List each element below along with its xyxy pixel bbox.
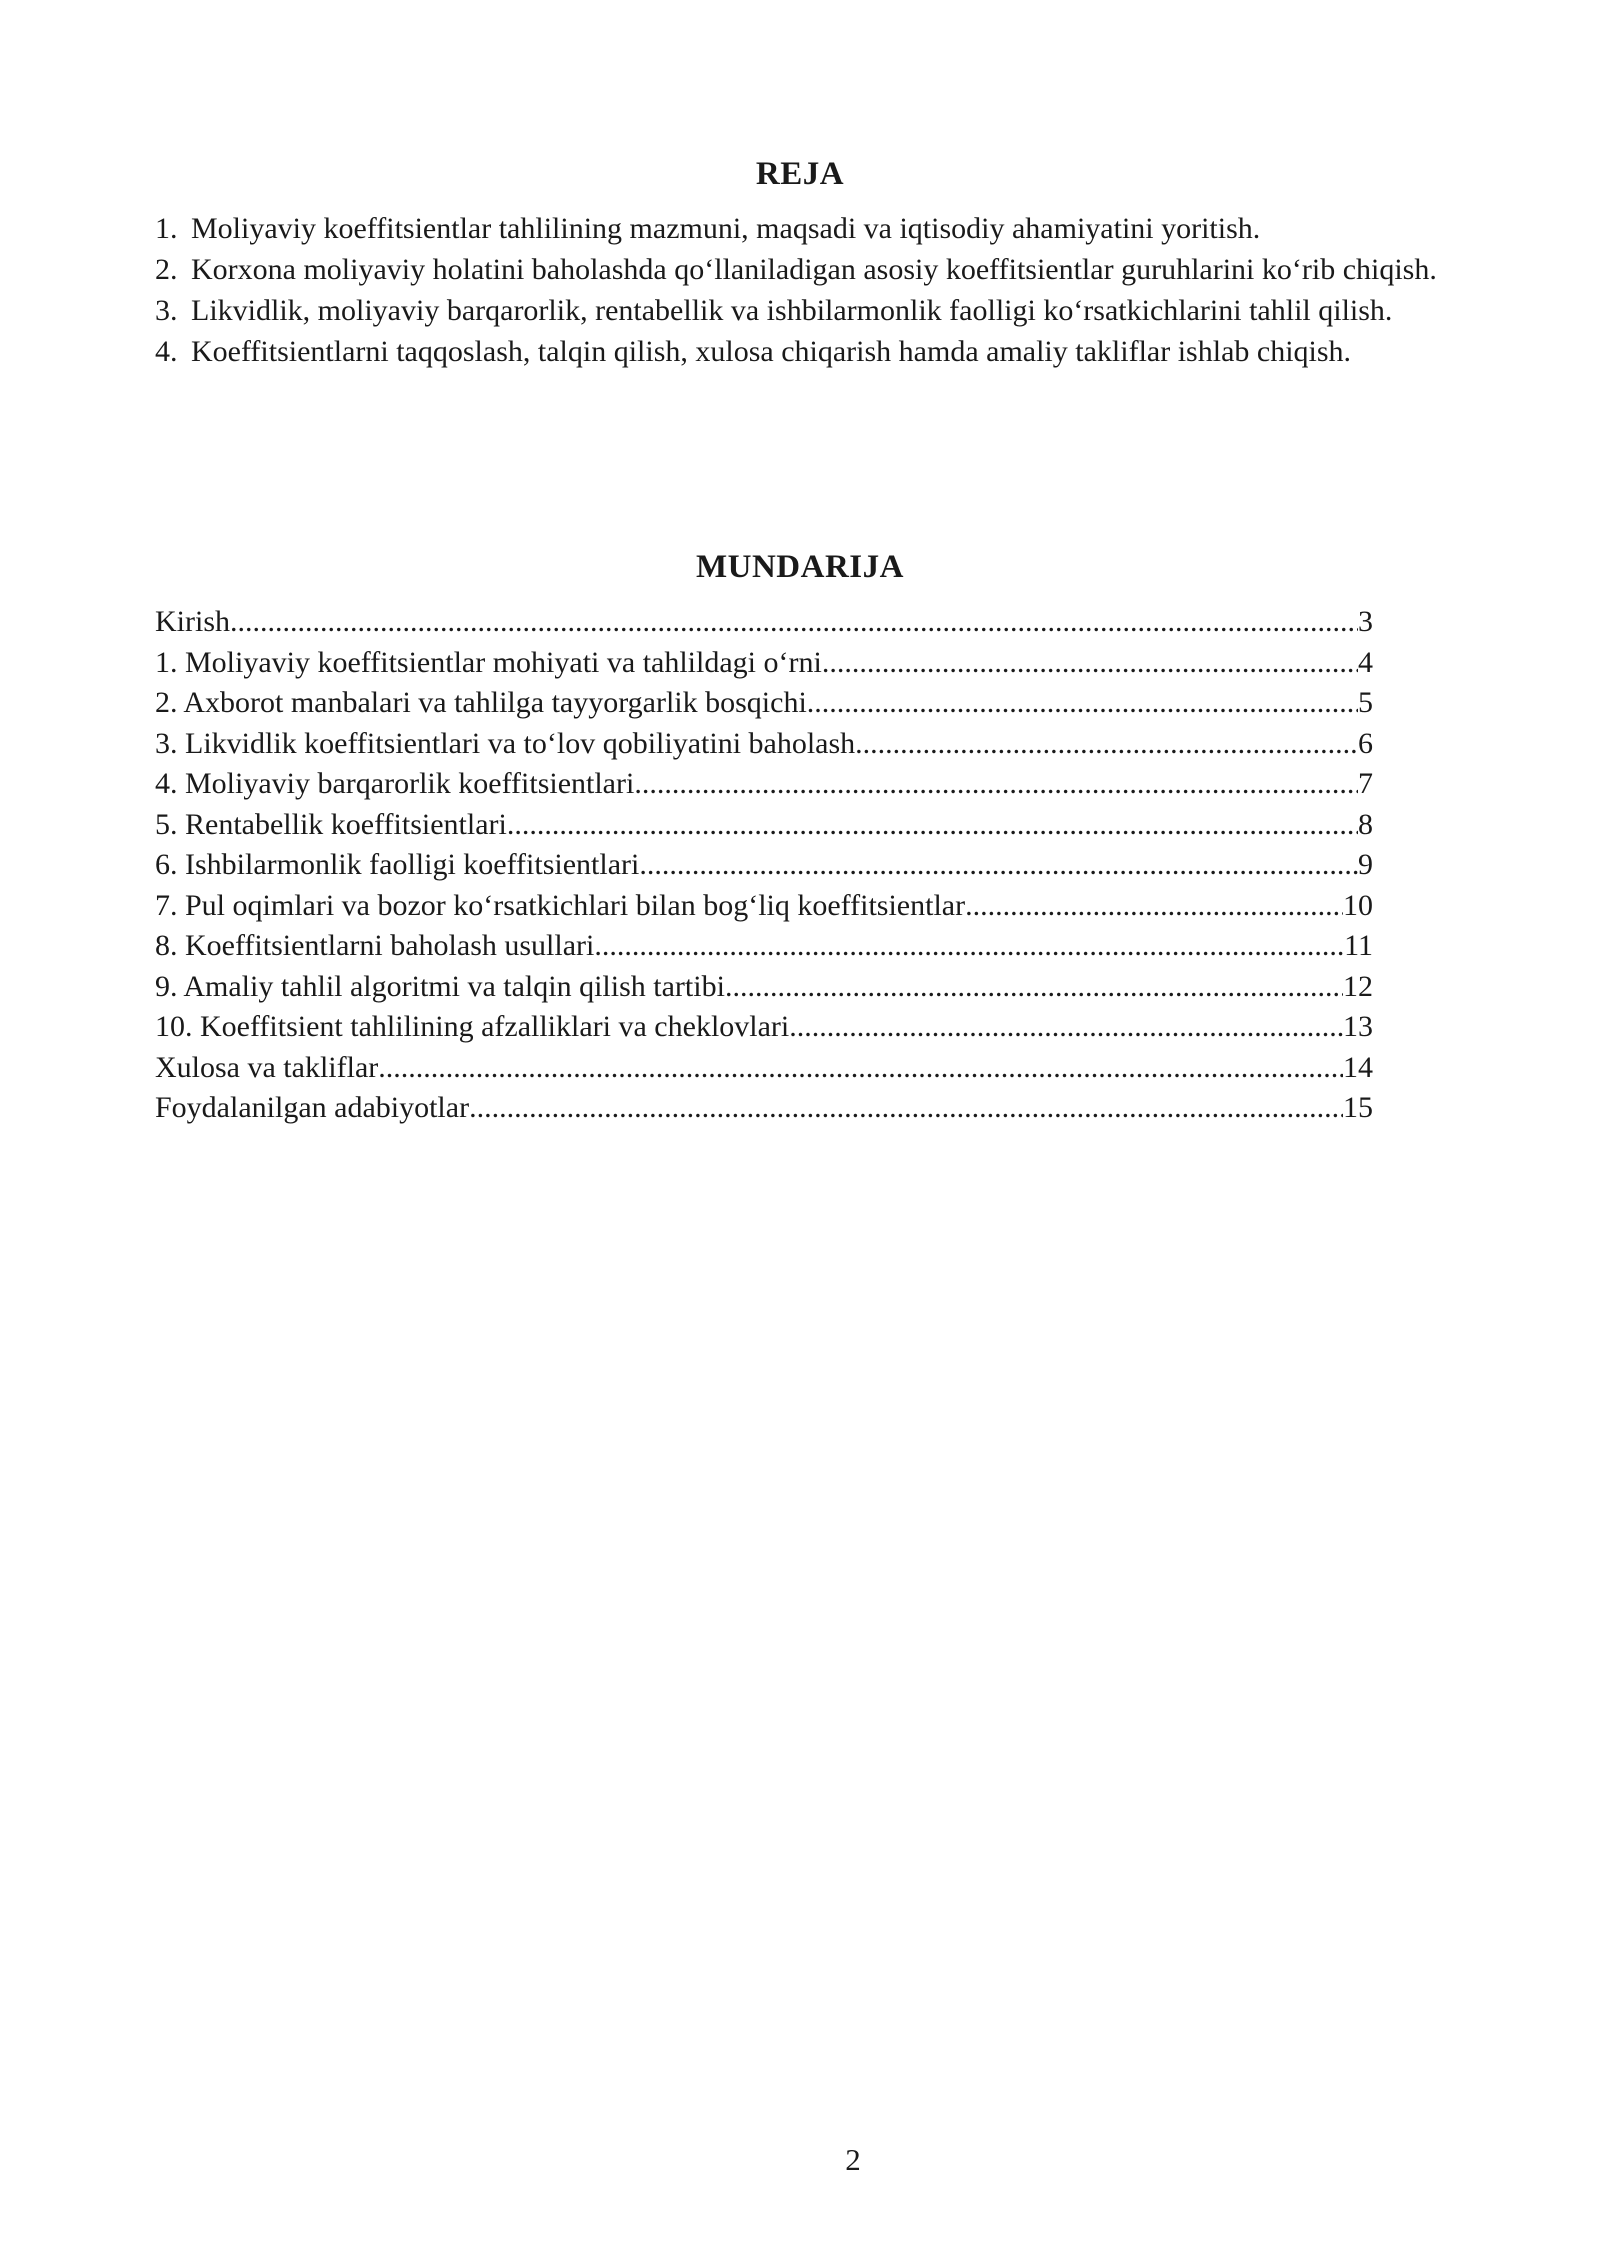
toc-dot-leader [230, 602, 1358, 643]
page-number: 2 [845, 2142, 861, 2177]
toc-entry-title: 3. Likvidlik koeffitsientlari va to‘lov qobiliyatini baholash [155, 726, 856, 760]
toc-entry[interactable] [155, 643, 1373, 684]
plan-item-text: Likvidlik, moliyaviy barqarorlik, rentabellik va ishbilarmonlik faolligi ko‘rsatkichlarini tahlil qilish. [191, 294, 1393, 327]
toc-entry-page: 11 [1344, 929, 1373, 962]
toc-dot-leader [507, 805, 1358, 846]
toc-entry[interactable] [155, 764, 1373, 805]
toc-entry-page: 15 [1343, 1091, 1373, 1124]
plan-item-text: Korxona moliyaviy holatini baholashda qo‘llaniladigan asosiy koeffitsientlar guruhlarini ko‘rib chiqish. [191, 253, 1437, 286]
toc-entry[interactable] [155, 1007, 1373, 1048]
toc-entry-title: 8. Koeffitsientlarni baholash usullari [155, 929, 595, 962]
toc-entry-title: Foydalanilgan adabiyotlar [155, 1091, 470, 1124]
toc-entry-page: 8 [1358, 807, 1373, 841]
toc-entry-title: Kirish [155, 605, 230, 638]
toc-dot-leader [639, 845, 1358, 886]
toc-entry[interactable] [155, 926, 1373, 967]
toc-entry-page: 13 [1343, 1010, 1373, 1043]
toc-entry-page: 7 [1358, 767, 1373, 800]
toc-entry[interactable] [155, 1048, 1373, 1089]
toc-dot-leader [822, 643, 1358, 684]
toc-entry-page: 4 [1358, 645, 1373, 679]
plan-list [155, 208, 1455, 372]
toc-dot-leader [469, 1088, 1343, 1129]
toc-dot-leader [378, 1048, 1343, 1089]
toc-dot-leader [807, 683, 1358, 724]
plan-item-number: 2. [155, 253, 178, 286]
toc-entry-page: 9 [1358, 848, 1373, 881]
toc-entry-page: 5 [1358, 686, 1373, 719]
toc-entry[interactable] [155, 967, 1373, 1008]
toc-entry-page: 12 [1343, 969, 1373, 1003]
toc-entry-title: 10. Koeffitsient tahlilining afzalliklari va cheklovlari [155, 1010, 790, 1043]
plan-item [155, 208, 1455, 249]
toc-dot-leader [965, 886, 1343, 927]
plan-item [155, 249, 1455, 290]
toc-entry-page: 14 [1343, 1050, 1373, 1084]
toc-entry[interactable] [155, 886, 1373, 927]
toc-entry-title: 4. Moliyaviy barqarorlik koeffitsientlari [155, 767, 635, 800]
plan-title: REJA [755, 156, 845, 192]
toc-entry[interactable] [155, 683, 1373, 724]
toc-entry-page: 6 [1358, 726, 1373, 760]
plan-item-number: 4. [155, 335, 178, 368]
toc-dot-leader [725, 967, 1343, 1008]
toc-entry[interactable] [155, 1088, 1373, 1129]
toc-entry-title: 7. Pul oqimlari va bozor ko‘rsatkichlari bilan bog‘liq koeffitsientlar [155, 888, 966, 922]
toc-entry[interactable] [155, 724, 1373, 765]
toc-entry[interactable] [155, 602, 1373, 643]
plan-item [155, 331, 1455, 372]
plan-item-number: 3. [155, 294, 178, 327]
toc-entry-title: 6. Ishbilarmonlik faolligi koeffitsientlari [155, 848, 640, 881]
plan-item-text: Koeffitsientlarni taqqoslash, talqin qilish, xulosa chiqarish hamda amaliy takliflar ishlab chiqish. [191, 335, 1352, 368]
toc-dot-leader [855, 724, 1358, 765]
toc-entry[interactable] [155, 805, 1373, 846]
toc-entry-title: 9. Amaliy tahlil algoritmi va talqin qilish tartibi [155, 969, 725, 1003]
toc-dot-leader [594, 926, 1344, 967]
toc-entry-page: 10 [1343, 888, 1373, 922]
toc-entry[interactable] [155, 845, 1373, 886]
plan-item-number: 1. [155, 212, 178, 245]
toc-entry-title: 5. Rentabellik koeffitsientlari [155, 807, 507, 841]
toc-dot-leader [634, 764, 1358, 805]
toc-title: MUNDARIJA [696, 549, 904, 585]
toc-entry-title: Xulosa va takliflar [155, 1050, 379, 1084]
toc-entry-title: 1. Moliyaviy koeffitsientlar mohiyati va tahlildagi o‘rni [155, 645, 822, 679]
toc-entry-page: 3 [1358, 605, 1373, 638]
plan-item-text: Moliyaviy koeffitsientlar tahlilining mazmuni, maqsadi va iqtisodiy ahamiyatini yoritish. [191, 212, 1261, 245]
table-of-contents [155, 602, 1373, 1129]
plan-item [155, 290, 1455, 331]
toc-entry-title: 2. Axborot manbalari va tahlilga tayyorgarlik bosqichi [155, 686, 807, 719]
toc-dot-leader [789, 1007, 1343, 1048]
